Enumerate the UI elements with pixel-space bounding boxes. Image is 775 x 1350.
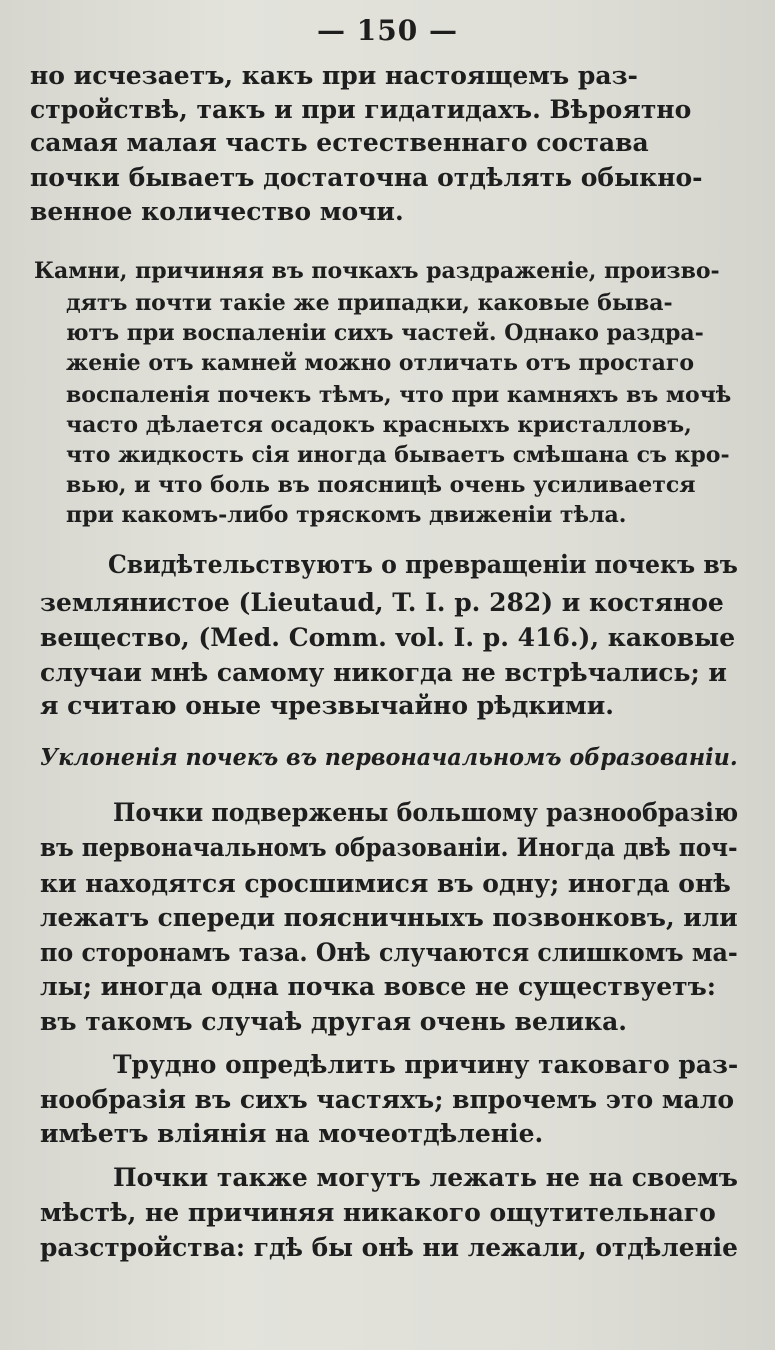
text-line: вещество, (Med. Comm. vol. I. p. 416.), каковые: [40, 623, 736, 652]
text-line: мѣстѣ, не причиняя никакого ощутительнаго: [40, 1198, 716, 1227]
text-line: женіе отъ камней можно отличать отъ простаго: [66, 350, 695, 376]
text-line: но исчезаетъ, какъ при настоящемъ раз-: [30, 61, 638, 90]
text-line: почки бываетъ достаточна отдѣлять обыкно-: [30, 163, 703, 192]
text-line: въ такомъ случаѣ другая очень велика.: [40, 1007, 627, 1036]
text-line: нообразія въ сихъ частяхъ; впрочемъ это мало: [40, 1085, 735, 1114]
section-heading: Уклоненія почекъ въ первоначальномъ образованіи.: [40, 744, 738, 771]
text-line: Трудно опредѣлить причину таковаго раз-: [113, 1050, 739, 1079]
text-line: вью, и что боль въ поясницѣ очень усиливается: [66, 472, 696, 498]
text-line: самая малая часть естественнаго состава: [30, 128, 649, 157]
text-line: что жидкость сія иногда бываетъ смѣшана съ кро-: [66, 442, 730, 468]
text-line: въ первоначальномъ образованіи. Иногда двѣ поч-: [40, 833, 738, 862]
text-line: Камни, причиняя въ почкахъ раздраженіе, произво-: [34, 258, 720, 284]
text-line: часто дѣлается осадокъ красныхъ кристалловъ,: [66, 412, 692, 438]
text-line: по сторонамъ таза. Онѣ случаются слишкомъ ма-: [40, 938, 738, 967]
text-line: при какомъ-либо тряскомъ движеніи тѣла.: [66, 502, 627, 528]
text-line: ютъ при воспаленіи сихъ частей. Однако раздра-: [66, 320, 704, 346]
text-line: землянистое (Lieutaud, T. I. p. 282) и костяное: [40, 588, 724, 617]
text-line: случаи мнѣ самому никогда не встрѣчались; и: [40, 658, 727, 687]
text-line: венное количество мочи.: [30, 197, 404, 226]
text-line: Свидѣтельствуютъ о превращеніи почекъ въ: [108, 550, 738, 579]
text-line: лы; иногда одна почка вовсе не существуетъ:: [40, 972, 717, 1001]
text-line: воспаленія почекъ тѣмъ, что при камняхъ въ мочѣ: [66, 382, 732, 408]
text-line: лежатъ спереди поясничныхъ позвонковъ, или: [40, 903, 738, 932]
page-number: — 150 —: [317, 14, 458, 47]
text-line: ки находятся сросшимися въ одну; иногда онѣ: [40, 869, 731, 898]
text-line: я считаю оные чрезвычайно рѣдкими.: [40, 691, 614, 720]
text-line: Почки также могутъ лежать не на своемъ: [113, 1163, 738, 1192]
text-line: разстройства: гдѣ бы онѣ ни лежали, отдѣленіе: [40, 1233, 738, 1262]
text-line: Почки подвержены большому разнообразію: [113, 798, 739, 827]
text-line: дятъ почти такіе же припадки, каковые быва-: [66, 290, 673, 316]
text-line: имѣетъ вліянія на мочеотдѣленіе.: [40, 1119, 544, 1148]
text-line: стройствѣ, такъ и при гидатидахъ. Вѣроятно: [30, 95, 692, 124]
